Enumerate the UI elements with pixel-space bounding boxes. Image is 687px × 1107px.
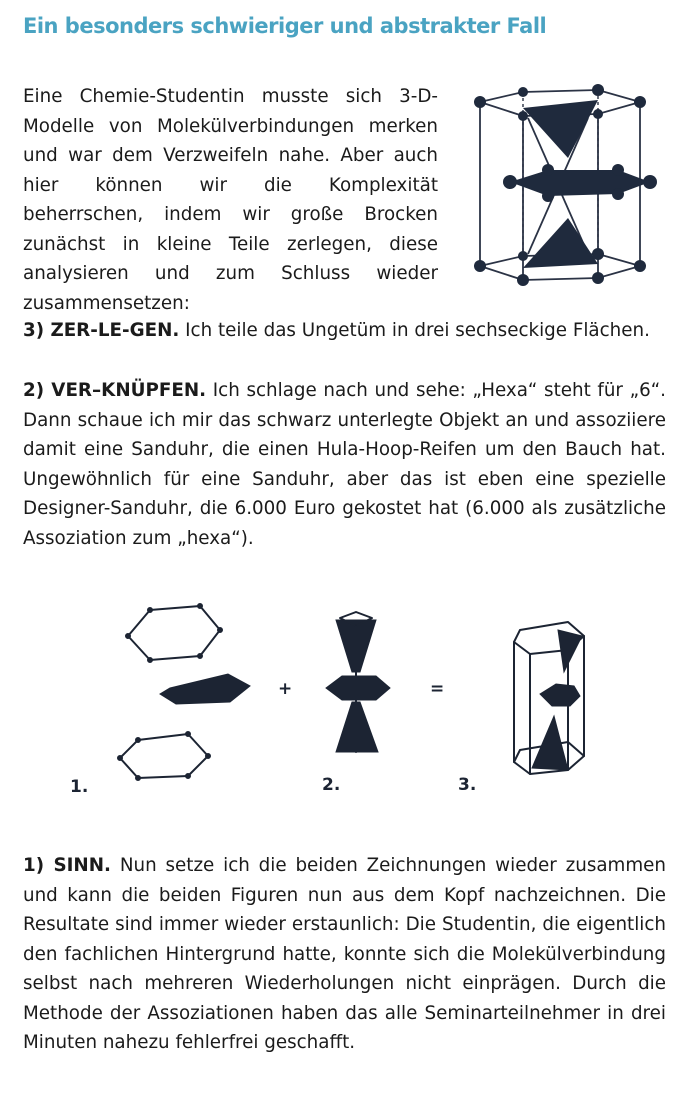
step-1-paragraph [23,851,666,1058]
step-1-text: Nun setze ich die beiden Zeichnungen wieder zusammen und kann die beiden Figuren nun aus dem Kopf nachzeichnen. Die Resultate sind immer wieder erstaunlich: Die Studentin, die eigentlich den fachlichen Hintergrund hatte, konnte sich die Molekülverbindung selbst nach mehreren Wiederholungen nicht einprägen. Durch die Methode der Assoziationen haben das alle Seminarteilnehmer in drei Minuten nahezu fehlerfrei geschafft. [23,855,667,1053]
sketch-label-1: 1. [70,777,89,797]
sketch-label-2: 2. [322,775,341,795]
step-2-text: Ich schlage nach und sehe: „Hexa“ steht für „6“. Dann schaue ich mir das schwarz unterlegte Objekt an und assoziiere damit eine Sanduhr, die einen Hula-Hoop-Reifen um den Bauch hat. Ungewöhnlich für eine Sanduhr, aber das ist eben eine spezielle Designer-Sanduhr, die 6.000 Euro gekostet hat (6.000 als zusätzliche Assoziation zum „hexa“). [23,380,666,549]
sketch-illustration [60,590,620,805]
step-2-paragraph [23,376,666,553]
step-3-label: 3) ZER-LE-GEN. [23,320,180,341]
step-1-label: 1) SINN. [23,855,111,876]
sketch-plus-sign: + [278,679,293,699]
sketch-part-1 [118,604,251,781]
step-2-label: 2) VER–KNÜPFEN. [23,380,207,401]
sketch-part-2 [326,612,390,752]
intro-paragraph: Eine Chemie-Studentin musste sich 3-D-Modelle von Molekülverbindungen merken und war dem Verzweifeln nahe. Aber auch hier können wir die Komplexität beherrschen, indem wir große Brocken zunächst in kleine Teile zerlegen, diese analysieren und zum Schluss wieder zusammensetzen: [23,86,438,314]
sketch-equals-sign: = [430,679,445,699]
step-3-text: Ich teile das Ungetüm in drei sechseckige Flächen. [179,320,650,341]
sketch-part-3 [514,622,584,774]
step-3-paragraph [23,316,666,346]
page-title: Ein besonders schwieriger und abstrakter Fall [23,14,547,38]
sketch-label-3: 3. [458,775,477,795]
molecule-3d-illustration [468,78,668,290]
